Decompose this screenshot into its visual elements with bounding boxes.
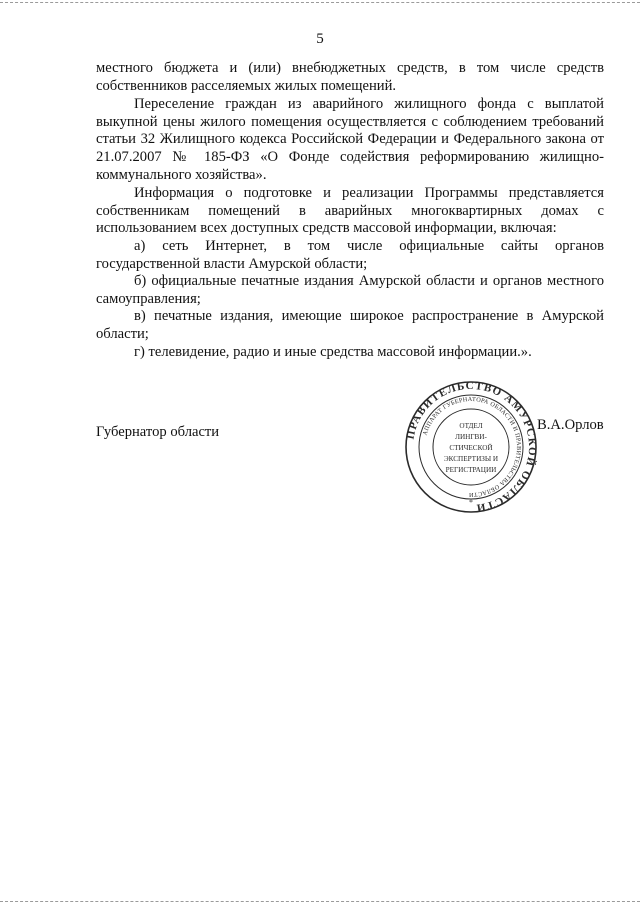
bottom-scan-edge — [0, 901, 640, 902]
paragraph-information: Информация о подготовке и реализации Программы представляется собственникам помещений в аварийных многоквартирных домах с использованием всех доступных средств массовой информации, включая: — [96, 185, 604, 237]
list-item-press: в) печатные издания, имеющие широкое распространение в Амурской области; — [96, 308, 604, 342]
stamp-outer-text: ПРАВИТЕЛЬСТВО АМУРСКОЙ ОБЛАСТИ — [404, 380, 538, 514]
list-item-media: г) телевидение, радио и иные средства массовой информации.». — [134, 343, 532, 360]
stamp-star-icon: * — [469, 498, 473, 507]
list-item-official-press: б) официальные печатные издания Амурской области и органов местного самоуправления; — [96, 273, 604, 307]
paragraph-continuation: местного бюджета и (или) внебюджетных средств, в том числе средств собственников расселяемых жилых помещений. — [96, 60, 604, 94]
stamp-center-line-2: ЛИНГВИ- — [455, 433, 487, 441]
stamp-center-line-3: СТИЧЕСКОЙ — [449, 444, 493, 452]
document-body — [96, 60, 604, 361]
top-scan-edge — [0, 2, 640, 3]
stamp-center-line-4: ЭКСПЕРТИЗЫ И — [443, 455, 499, 463]
list-item-internet: а) сеть Интернет, в том числе официальные сайты органов государственной власти Амурской области; — [96, 237, 604, 272]
stamp-center-line-5: РЕГИСТРАЦИИ — [445, 466, 497, 474]
stamp-center-line-1: ОТДЕЛ — [459, 422, 483, 430]
signature-name: В.А.Орлов — [537, 417, 604, 433]
paragraph-resettlement: Переселение граждан из аварийного жилищного фонда с выплатой выкупной цены жилого помещения осуществляется с соблюдением требований статьи 32 Жилищного кодекса Российской Федерации и Федерального закона от 21.07.2007 № 185-ФЗ «О Фонде содействия реформированию жилищно-коммунального хозяйства». — [96, 96, 604, 183]
stamp-inner-ring-text: АППАРАТ ГУБЕРНАТОРА ОБЛАСТИ И ПРАВИТЕЛЬСТВА ОБЛАСТИ — [421, 395, 523, 499]
page-number: 5 — [316, 31, 324, 47]
signature-role: Губернатор области — [96, 424, 220, 440]
official-stamp — [404, 380, 538, 514]
